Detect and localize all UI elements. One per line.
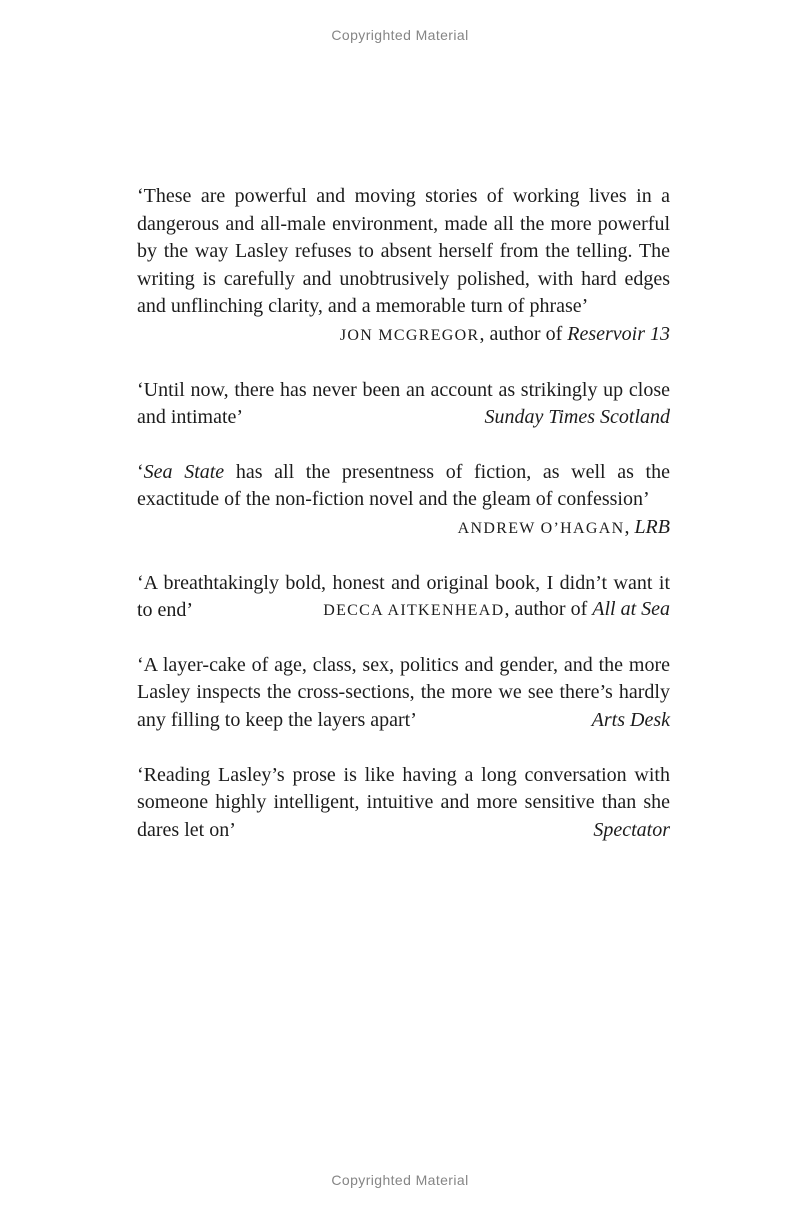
quote-text: ‘A layer-cake of age, class, sex, politics and gender, and the more Lasley inspects the cross-sections, the more we see there’s hardly any filling to keep the layers apart’ (137, 653, 670, 731)
quote-text: ‘Until now, there has never been an account as strikingly up close and intimate’ (137, 378, 670, 429)
quote-paragraph (137, 377, 670, 432)
quote-text: , (624, 515, 635, 538)
reviewer-name: ANDREW O’HAGAN (457, 519, 625, 537)
quote-paragraph (137, 183, 670, 350)
quote-paragraph (137, 762, 670, 845)
quote-attribution (592, 707, 670, 735)
praise-quotes-section (137, 183, 670, 871)
quotes-list (137, 183, 670, 844)
quote-attribution (593, 817, 670, 845)
italic-text: Spectator (593, 818, 670, 841)
quote-text: ‘These are powerful and moving stories of working lives in a dangerous and all-male environment, made all the more powerful by the way Lasley refuses to absent herself from the telling. The writing is carefully and unobtrusively polished, with hard edges and unflinching clarity, and a memorable turn of phrase’ (137, 185, 670, 318)
quote-paragraph (137, 652, 670, 735)
quote-attribution (323, 596, 670, 625)
reviewer-name: DECCA AITKENHEAD (323, 602, 505, 620)
quote-text: , author of (504, 598, 593, 621)
copyright-notice-footer: Copyrighted Material (331, 1172, 469, 1188)
quote-attribution (484, 404, 670, 432)
quote-text: ‘Reading Lasley’s prose is like having a long conversation with someone highly intelligent, intuitive and more sensitive than she dares let on’ (137, 763, 670, 841)
quote-paragraph (137, 459, 670, 543)
quote-text: , author of (479, 322, 568, 345)
italic-text: All at Sea (592, 598, 670, 621)
italic-text: Sea State (143, 460, 225, 483)
reviewer-name: JON MCGREGOR (339, 326, 480, 344)
italic-text: Sunday Times Scotland (484, 406, 670, 429)
quote-text: ‘A breathtakingly bold, honest and original book, I didn’t want it to end’ (137, 571, 670, 622)
italic-text: LRB (634, 515, 670, 538)
italic-text: Arts Desk (591, 708, 670, 731)
italic-text: Reservoir 13 (567, 322, 670, 345)
quote-text: has all the presentness of fiction, as well as the exactitude of the non-fiction novel and the gleam of confession’ (137, 460, 670, 511)
quote-text: ‘ (137, 460, 144, 483)
quote-attribution (137, 514, 670, 543)
copyright-notice-header: Copyrighted Material (331, 27, 469, 43)
quote-paragraph (137, 570, 670, 625)
quote-attribution (137, 321, 670, 350)
